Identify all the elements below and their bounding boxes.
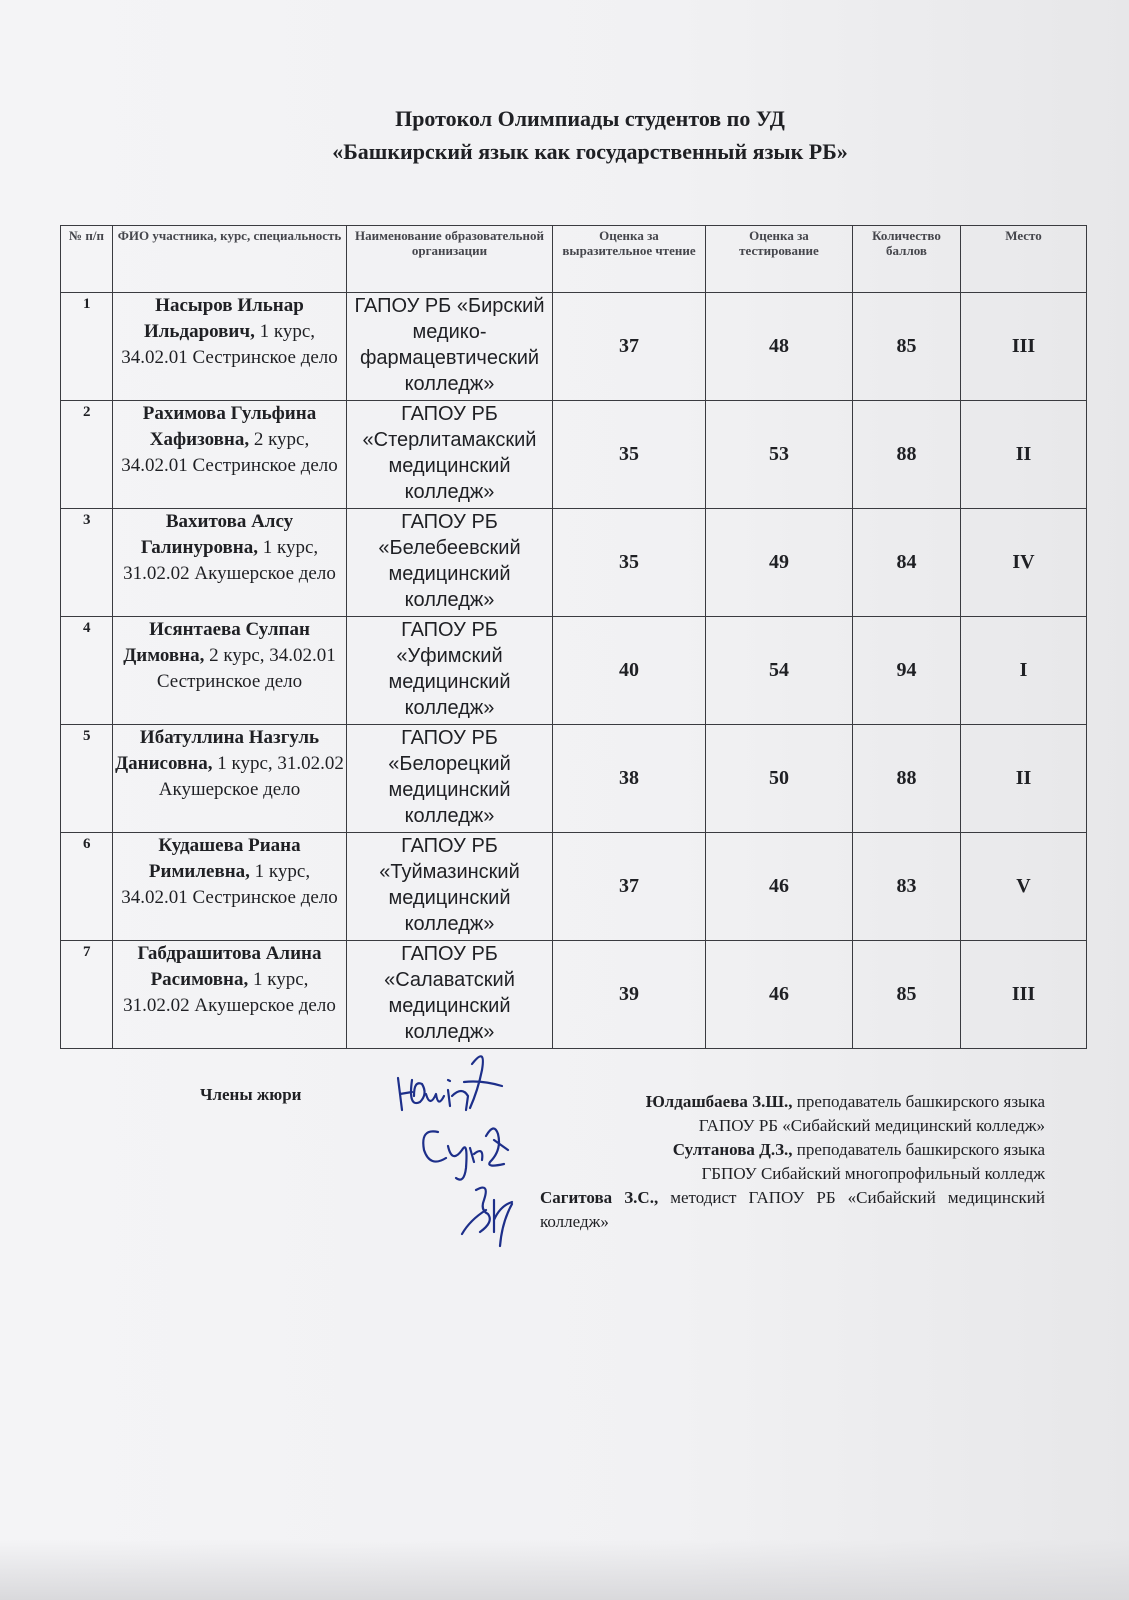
cell-place: I	[961, 617, 1087, 725]
cell-test: 54	[706, 617, 853, 725]
table-row	[61, 941, 1087, 1049]
cell-reading: 38	[553, 725, 706, 833]
cell-num: 6	[61, 833, 113, 941]
participant-info: 1 курс, 31.02.02 Акушерское дело	[123, 969, 336, 1016]
jury-member-name: Юлдашбаева З.Ш.,	[645, 1092, 793, 1111]
cell-test: 49	[706, 509, 853, 617]
cell-org: ГАПОУ РБ «Уфимский медицинский колледж»	[347, 617, 553, 725]
participant-info: 2 курс, 34.02.01 Сестринское дело	[121, 429, 338, 476]
signature-3	[462, 1188, 512, 1246]
jury-member-2	[540, 1138, 1045, 1162]
cell-org: ГАПОУ РБ «Белебеевский медицинский колледж»	[347, 509, 553, 617]
participant-fio: Рахимова Гульфина Хафизовна,	[142, 403, 317, 450]
header-num: № п/п	[61, 226, 113, 293]
cell-total: 85	[853, 941, 961, 1049]
cell-total: 84	[853, 509, 961, 617]
cell-test: 46	[706, 833, 853, 941]
cell-org: ГАПОУ РБ «Стерлитамакский медицинский колледж»	[347, 401, 553, 509]
document-title	[0, 102, 1129, 168]
cell-participant	[113, 617, 347, 725]
cell-num: 4	[61, 617, 113, 725]
cell-place: III	[961, 293, 1087, 401]
jury-members	[540, 1090, 1045, 1234]
cell-place: V	[961, 833, 1087, 941]
cell-place: II	[961, 401, 1087, 509]
cell-participant	[113, 293, 347, 401]
participant-fio: Вахитова Алсу Галинуровна,	[140, 511, 294, 558]
header-org: Наименование образовательной организации	[347, 226, 553, 293]
cell-total: 94	[853, 617, 961, 725]
header-place: Место	[961, 226, 1087, 293]
cell-num: 1	[61, 293, 113, 401]
title-line-1: Протокол Олимпиады студентов по УД	[395, 106, 785, 131]
cell-num: 5	[61, 725, 113, 833]
table-row	[61, 401, 1087, 509]
cell-num: 2	[61, 401, 113, 509]
cell-test: 48	[706, 293, 853, 401]
jury-member-role: преподаватель башкирского языка	[796, 1092, 1045, 1111]
cell-participant	[113, 941, 347, 1049]
cell-reading: 37	[553, 833, 706, 941]
cell-org: ГАПОУ РБ «Туймазинский медицинский колледж»	[347, 833, 553, 941]
cell-total: 88	[853, 401, 961, 509]
jury-member-org: ГАПОУ РБ «Сибайский медицинский колледж»	[698, 1116, 1045, 1135]
participant-fio: Исянтаева Сулпан Димовна,	[123, 619, 310, 666]
cell-participant	[113, 401, 347, 509]
header-test: Оценка за тестирование	[706, 226, 853, 293]
table-row	[61, 833, 1087, 941]
jury-member-role: преподаватель башкирского языка	[796, 1140, 1045, 1159]
cell-total: 83	[853, 833, 961, 941]
signature-1	[398, 1056, 502, 1110]
title-line-2: «Башкирский язык как государственный язык РБ»	[332, 139, 848, 164]
cell-reading: 35	[553, 401, 706, 509]
jury-member-name: Сагитова З.С.,	[540, 1188, 659, 1207]
table-row	[61, 293, 1087, 401]
header-name: ФИО участника, курс, специальность	[113, 226, 347, 293]
table-row	[61, 509, 1087, 617]
cell-total: 88	[853, 725, 961, 833]
table-row	[61, 617, 1087, 725]
participant-fio: Кудашева Риана Римилевна,	[148, 835, 301, 882]
cell-total: 85	[853, 293, 961, 401]
jury-member-org: ГБПОУ Сибайский многопрофильный колледж	[701, 1164, 1045, 1183]
participant-fio: Насыров Ильнар Ильдарович,	[143, 295, 304, 342]
cell-test: 50	[706, 725, 853, 833]
cell-org: ГАПОУ РБ «Бирский медико-фармацевтический колледж»	[347, 293, 553, 401]
cell-reading: 35	[553, 509, 706, 617]
jury-member-1	[540, 1090, 1045, 1114]
cell-place: III	[961, 941, 1087, 1049]
jury-signatures	[390, 1050, 540, 1250]
table-row	[61, 725, 1087, 833]
cell-test: 53	[706, 401, 853, 509]
cell-test: 46	[706, 941, 853, 1049]
participant-info: 1 курс, 34.02.01 Сестринское дело	[121, 321, 338, 368]
table-header-row	[61, 226, 1087, 293]
participant-info: 1 курс, 34.02.01 Сестринское дело	[121, 861, 338, 908]
cell-reading: 37	[553, 293, 706, 401]
cell-org: ГАПОУ РБ «Белорецкий медицинский колледж»	[347, 725, 553, 833]
cell-org: ГАПОУ РБ «Салаватский медицинский колледж»	[347, 941, 553, 1049]
jury-label: Члены жюри	[200, 1085, 302, 1104]
participant-info: 1 курс, 31.02.02 Акушерское дело	[158, 753, 344, 800]
signature-2	[423, 1128, 508, 1179]
cell-participant	[113, 725, 347, 833]
participant-info: 2 курс, 34.02.01 Сестринское дело	[156, 645, 336, 692]
results-table	[60, 225, 1087, 1049]
participant-info: 1 курс, 31.02.02 Акушерское дело	[123, 537, 336, 584]
jury-member-name: Султанова Д.З.,	[672, 1140, 793, 1159]
cell-num: 3	[61, 509, 113, 617]
jury-member-3	[540, 1186, 1045, 1234]
cell-reading: 39	[553, 941, 706, 1049]
paper-shadow	[0, 1540, 1129, 1600]
cell-num: 7	[61, 941, 113, 1049]
jury-member-role: методист ГАПОУ РБ «Сибайский медицинский колледж»	[540, 1188, 1046, 1231]
cell-participant	[113, 833, 347, 941]
header-reading: Оценка за выразительное чтение	[553, 226, 706, 293]
participant-fio: Габдрашитова Алина Расимовна,	[137, 943, 322, 990]
cell-participant	[113, 509, 347, 617]
cell-place: IV	[961, 509, 1087, 617]
header-total: Количество баллов	[853, 226, 961, 293]
cell-place: II	[961, 725, 1087, 833]
participant-fio: Ибатуллина Назгуль Данисовна,	[115, 727, 320, 774]
cell-reading: 40	[553, 617, 706, 725]
